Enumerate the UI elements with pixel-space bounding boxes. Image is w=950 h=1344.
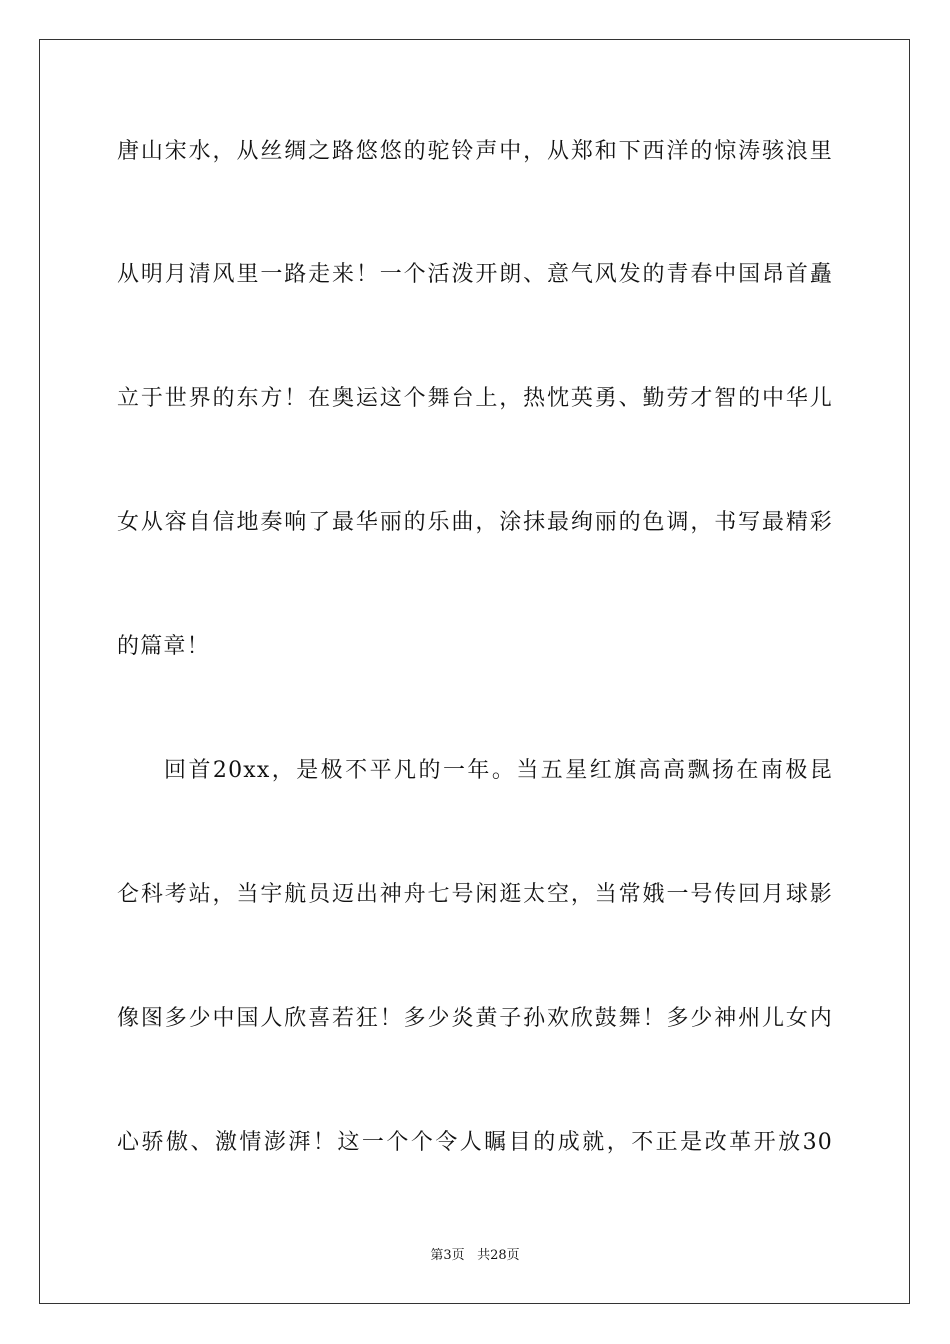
page-total: 共28页 xyxy=(477,1248,520,1263)
page-border xyxy=(39,39,910,1304)
text-line: 回首20xx，是极不平凡的一年。当五星红旗高高飘扬在南极昆 xyxy=(164,758,833,783)
page-footer xyxy=(0,1246,950,1266)
text-line: 像图多少中国人欣喜若狂！多少炎黄子孙欢欣鼓舞！多少神州儿女内 xyxy=(117,1006,833,1031)
text-line: 女从容自信地奏响了最华丽的乐曲，涂抹最绚丽的色调，书写最精彩 xyxy=(117,510,833,535)
text-line: 唐山宋水，从丝绸之路悠悠的驼铃声中，从郑和下西洋的惊涛骇浪里 xyxy=(117,139,833,164)
text-line: 从明月清风里一路走来！一个活泼开朗、意气风发的青春中国昂首矗 xyxy=(117,262,833,287)
page-number: 第3页 xyxy=(430,1248,465,1263)
text-line: 仑科考站，当宇航员迈出神舟七号闲逛太空，当常娥一号传回月球影 xyxy=(117,882,833,907)
text-line: 立于世界的东方！在奥运这个舞台上，热忱英勇、勤劳才智的中华儿 xyxy=(117,386,833,411)
text-line: 的篇章！ xyxy=(117,634,210,659)
text-line: 心骄傲、激情澎湃！这一个个令人瞩目的成就，不正是改革开放30 xyxy=(117,1130,833,1155)
